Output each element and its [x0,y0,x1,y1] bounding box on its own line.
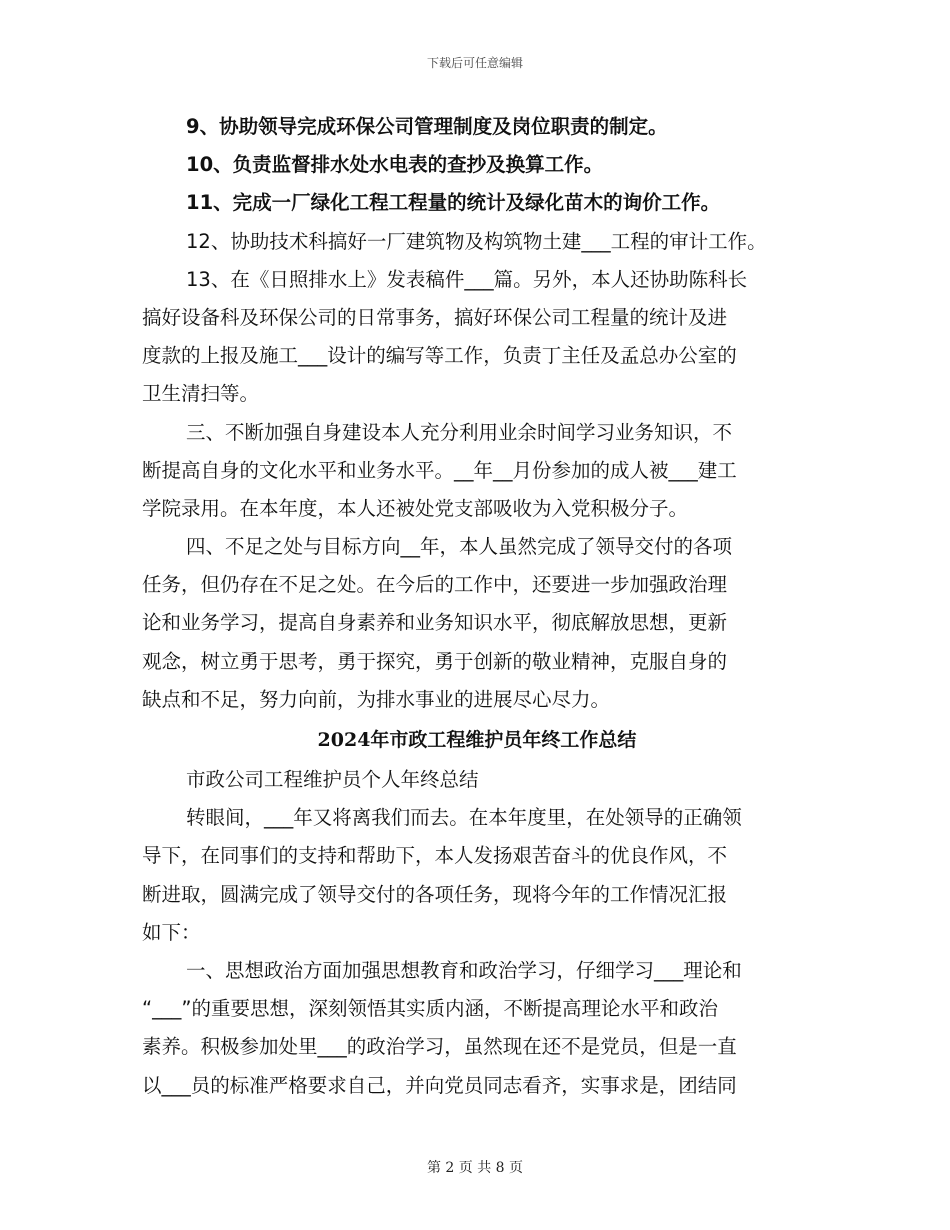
text-line: 导下，在同事们的支持和帮助下，本人发扬艰苦奋斗的优良作风，不 [142,844,728,868]
text-line: “___”的重要思想，深刻领悟其实质内涵，不断提高理论水平和政治 [142,997,718,1021]
text-line: 观念，树立勇于思考，勇于探究，勇于创新的敬业精神，克服自身的 [142,649,728,673]
document-body [142,108,812,1105]
text-line: 10、负责监督排水处水电表的查抄及换算工作。 [186,153,604,177]
text-line: 一、思想政治方面加强思想教育和政治学习，仔细学习___理论和 [186,958,742,982]
text-line: 搞好设备科及环保公司的日常事务，搞好环保公司工程量的统计及进 [142,305,728,329]
text-line: 四、不足之处与目标方向__年，本人虽然完成了领导交付的各项 [186,535,733,559]
text-line: 三、不断加强自身建设本人充分利用业余时间学习业务知识，不 [186,420,733,444]
page-number: 第 2 页 共 8 页 [426,1160,524,1176]
text-line: 13、在《日照排水上》发表稿件___篇。另外，本人还协助陈科长 [186,267,748,291]
header-note: 下载后可任意编辑 [426,56,523,70]
text-line: 卫生清扫等。 [142,382,260,406]
text-line: 转眼间，___年又将离我们而去。在本年度里，在处领导的正确领 [186,806,742,830]
paragraph-group-2 [142,761,812,1105]
text-line: 断提高自身的文化水平和业务水平。__年__月份参加的成人被___建工 [142,458,737,482]
paragraph-group-1 [142,108,812,719]
text-line: 任务，但仍存在不足之处。在今后的工作中，还要进一步加强政治理 [142,573,728,597]
text-line: 12、协助技术科搞好一厂建筑物及构筑物土建___工程的审计工作。 [186,229,767,253]
text-line: 学院录用。在本年度，本人还被处党支部吸收为入党积极分子。 [142,496,689,520]
text-line: 以___员的标准严格要求自己，并向党员同志看齐，实事求是，团结同 [142,1073,737,1097]
text-line: 论和业务学习，提高自身素养和业务知识水平，彻底解放思想，更新 [142,611,728,635]
section-title: 2024年市政工程维护员年终工作总结 [317,729,637,751]
text-line: 断进取，圆满完成了领导交付的各项任务，现将今年的工作情况汇报 [142,882,728,906]
text-line: 度款的上报及施工___设计的编写等工作，负责丁主任及孟总办公室的 [142,344,737,368]
text-line: 9、协助领导完成环保公司管理制度及岗位职责的制定。 [186,115,668,138]
text-line: 市政公司工程维护员个人年终总结 [186,768,479,791]
text-line: 如下： [142,920,201,944]
text-line: 11、完成一厂绿化工程工程量的统计及绿化苗木的询价工作。 [186,191,721,215]
text-line: 缺点和不足，努力向前，为排水事业的进展尽心尽力。 [142,687,611,711]
text-line: 素养。积极参加处里___的政治学习，虽然现在还不是党员，但是一直 [142,1035,737,1059]
